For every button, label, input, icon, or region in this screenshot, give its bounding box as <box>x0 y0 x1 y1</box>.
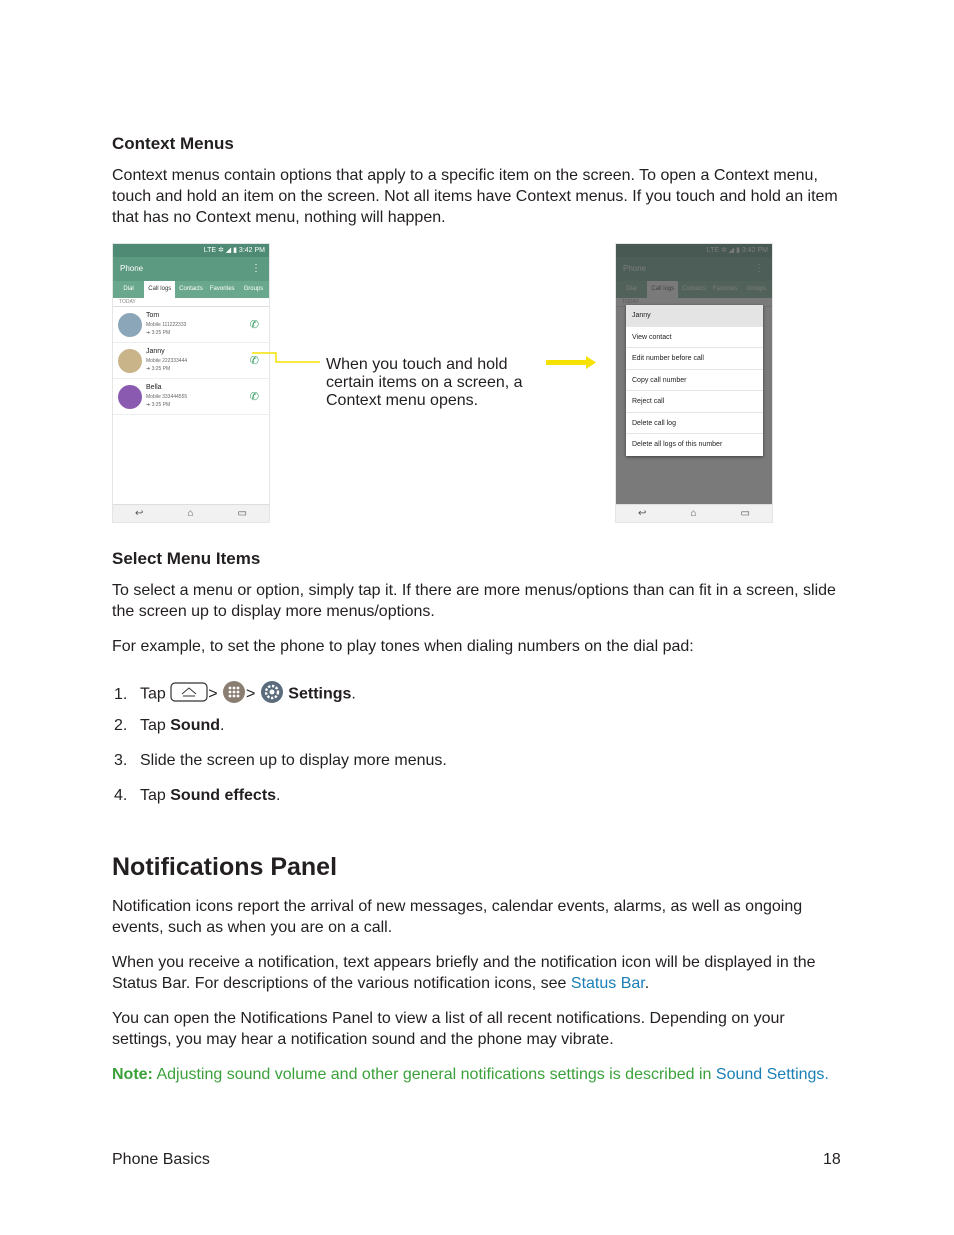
select-menu-example: For example, to set the phone to play tones when dialing numbers on the dial pad: <box>112 638 694 655</box>
step-3: 3. Slide the screen up to display more menus. <box>114 752 447 769</box>
home-key-icon <box>170 682 208 707</box>
notifications-paragraph-3: You can open the Notifications Panel to view a list of all recent notifications. Depending on your settings, you may hear a notification sound and the phone may vibrate. <box>112 1010 785 1048</box>
tab-call-logs: Call logs <box>144 281 175 298</box>
phone-screenshot-context-menu <box>615 243 773 523</box>
select-menu-paragraph: To select a menu or option, simply tap it. If there are more menus/options than can fit in a screen, slide the screen up to display more menus/options. <box>112 582 836 620</box>
footer-section: Phone Basics <box>112 1151 210 1168</box>
contact-detail: Mobile 222333444 ➜ 3:25 PM <box>146 358 188 372</box>
callout-text: When you touch and hold certain items on a screen, a Context menu opens. <box>326 356 523 409</box>
recent-apps-icon: ▭ <box>237 508 247 519</box>
avatar <box>118 385 142 409</box>
tab-groups: Groups <box>243 286 264 292</box>
contact-detail: Mobile 333444555 ➜ 3:25 PM <box>146 394 188 408</box>
tab-favorites: Favorites <box>209 286 235 292</box>
context-menu-title: Janny <box>626 305 763 327</box>
note: Note: Adjusting sound volume and other general notifications settings is described in Sound Settings. <box>112 1066 829 1083</box>
home-icon: ⌂ <box>690 508 697 519</box>
settings-gear-icon <box>260 680 284 709</box>
list-item <box>113 307 269 343</box>
tab-bar <box>113 281 269 298</box>
phone-icon: ✆ <box>249 355 259 367</box>
sound-settings-link[interactable]: Sound Settings <box>715 1066 825 1083</box>
nav-bar <box>616 504 772 522</box>
context-menu <box>626 305 763 456</box>
select-menu-heading: Select Menu Items <box>112 549 261 568</box>
phone-icon: ✆ <box>249 319 259 331</box>
notifications-paragraph-1: Notification icons report the arrival of new messages, calendar events, alarms, as well as ongoing events, such as when you are on a call. <box>112 898 803 936</box>
step-2: 2. Tap Sound. <box>114 717 225 734</box>
notifications-heading: Notifications Panel <box>112 853 338 881</box>
step-1: 1. Tap > > Settings. <box>114 680 356 709</box>
nav-bar <box>113 504 269 522</box>
menu-item-view-contact: View contact <box>626 327 763 349</box>
step-4: 4. Tap Sound effects. <box>114 787 281 804</box>
notifications-paragraph-2: When you receive a notification, text appears briefly and the notification icon will be displayed in the Status Bar. For descriptions of the various notification icons, see Status Bar. <box>112 954 816 992</box>
status-bar: LTE ✲ ◢ ▮ 3:42 PM <box>113 244 269 257</box>
list-item <box>113 343 269 379</box>
contact-name: Janny <box>146 348 165 355</box>
apps-icon <box>222 680 246 709</box>
today-label: TODAY <box>113 298 269 307</box>
back-icon: ↩ <box>135 508 144 519</box>
home-icon: ⌂ <box>187 508 194 519</box>
contact-name: Bella <box>146 384 162 391</box>
contact-detail: Mobile 111222333 ➜ 3:25 PM <box>146 322 187 336</box>
tab-contacts: Contacts <box>179 286 203 292</box>
context-menus-paragraph: Context menus contain options that apply to a specific item on the screen. To open a Context menu, touch and hold an item on the screen. Not all items have Context menus. If you touch and hold an item that has no Context menu, nothing will happen. <box>112 167 838 226</box>
app-bar: Phone ⋮ <box>113 257 269 281</box>
menu-item-delete-all-logs: Delete all logs of this number <box>632 441 723 448</box>
avatar <box>118 349 142 373</box>
status-bar-link[interactable]: Status Bar <box>570 975 645 992</box>
back-icon: ↩ <box>638 508 647 519</box>
phone-icon: ✆ <box>249 391 259 403</box>
phone-screenshot-call-logs <box>112 243 270 523</box>
page-number: 18 <box>823 1151 841 1168</box>
context-menus-heading: Context Menus <box>112 134 234 153</box>
menu-item-reject-call: Reject call <box>626 391 763 413</box>
menu-item-copy-number: Copy call number <box>626 370 763 392</box>
recent-apps-icon: ▭ <box>740 508 750 519</box>
menu-item-delete-log: Delete call log <box>626 413 763 435</box>
tab-dial: Dial <box>123 286 134 292</box>
menu-item-edit-number: Edit number before call <box>626 348 763 370</box>
contact-name: Tom <box>146 312 160 319</box>
list-item <box>113 379 269 415</box>
avatar <box>118 313 142 337</box>
overflow-icon: ⋮ <box>251 263 261 274</box>
